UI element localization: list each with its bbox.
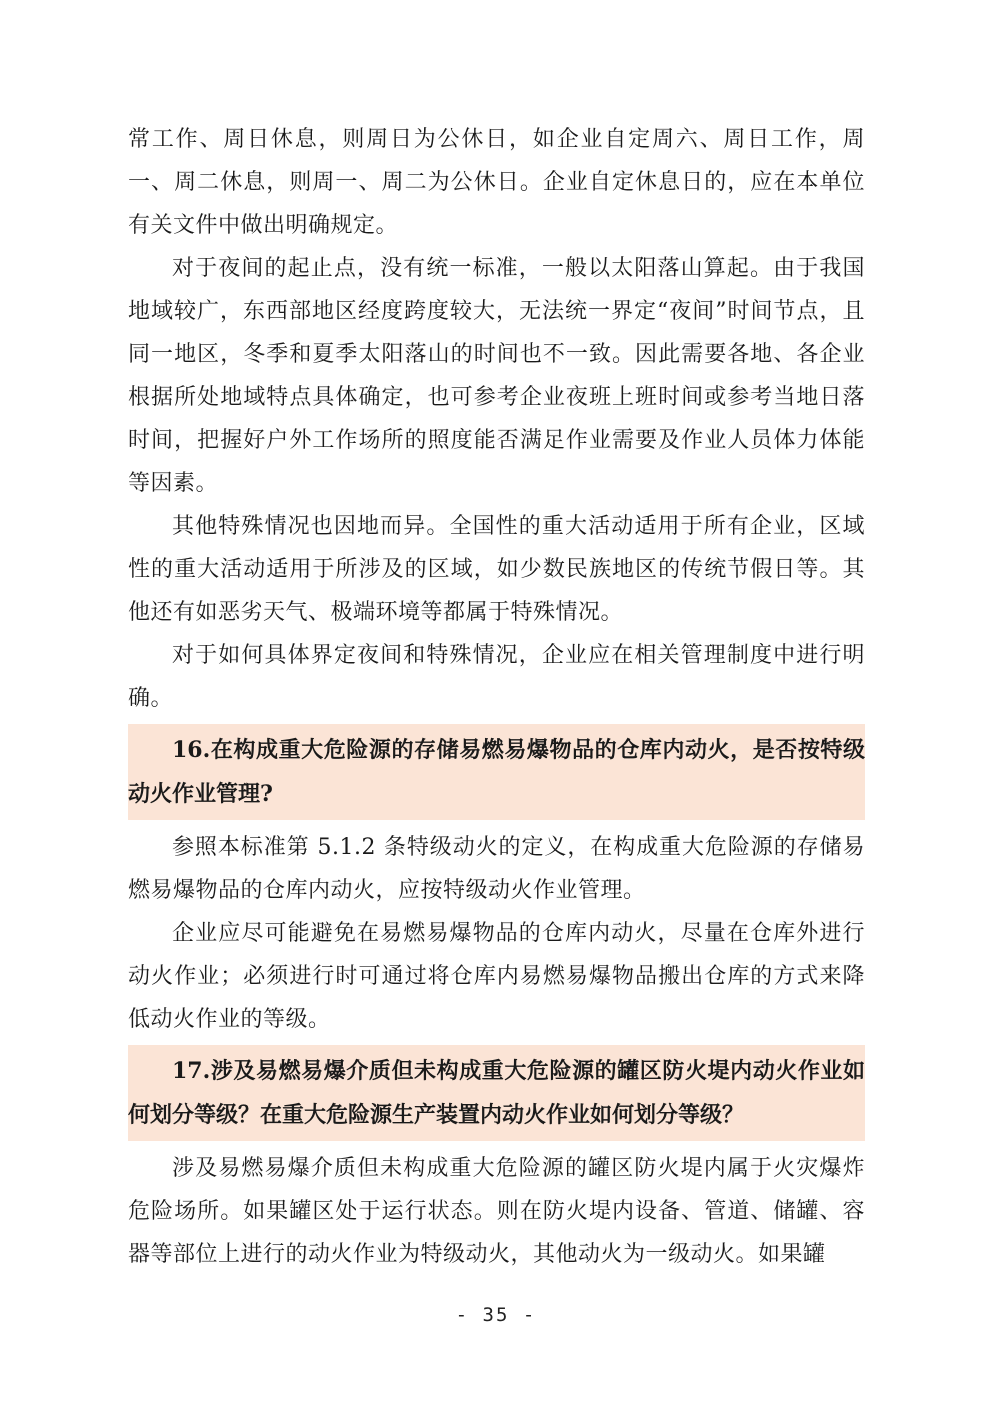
paragraph-rest-days: 常工作、周日休息，则周日为公休日，如企业自定周六、周日工作，周一、周二休息，则周一、周二为公休日。企业自定休息日的，应在本单位有关文件中做出明确规定。 bbox=[128, 127, 865, 238]
paragraph-tank-farm: 涉及易燃易爆介质但未构成重大危险源的罐区防火堤内属于火灾爆炸危险场所。如果罐区处于运行状态。则在防火堤内设备、管道、储罐、容器等部位上进行的动火作业为特级动火，其他动火为一级动火。如果罐 bbox=[128, 1156, 865, 1267]
question-heading-17: 17.涉及易燃易爆介质但未构成重大危险源的罐区防火堤内动火作业如何划分等级？在重大危险源生产装置内动火作业如何划分等级？ bbox=[128, 1045, 865, 1141]
paragraph-company-definition: 对于如何具体界定夜间和特殊情况，企业应在相关管理制度中进行明确。 bbox=[128, 643, 865, 711]
paragraph-special-fire-work: 参照本标准第 5.1.2 条特级动火的定义，在构成重大危险源的存储易燃易爆物品的仓库内动火，应按特级动火作业管理。 bbox=[128, 835, 865, 903]
paragraph-avoid-fire-work: 企业应尽可能避免在易燃易爆物品的仓库内动火，尽量在仓库外进行动火作业；必须进行时可通过将仓库内易燃易爆物品搬出仓库的方式来降低动火作业的等级。 bbox=[128, 921, 865, 1032]
document-body bbox=[128, 118, 865, 1276]
question-heading-16: 16.在构成重大危险源的存储易燃易爆物品的仓库内动火，是否按特级动火作业管理? bbox=[128, 724, 865, 820]
page-number: - 35 - bbox=[455, 1304, 537, 1326]
paragraph-special-circumstances: 其他特殊情况也因地而异。全国性的重大活动适用于所有企业，区域性的重大活动适用于所涉及的区域，如少数民族地区的传统节假日等。其他还有如恶劣天气、极端环境等都属于特殊情况。 bbox=[128, 514, 865, 625]
paragraph-night-definition: 对于夜间的起止点，没有统一标准，一般以太阳落山算起。由于我国地域较广，东西部地区经度跨度较大，无法统一界定“夜间”时间节点，且同一地区，冬季和夏季太阳落山的时间也不一致。因此需要各地、各企业根据所处地域特点具体确定，也可参考企业夜班上班时间或参考当地日落时间，把握好户外工作场所的照度能否满足作业需要及作业人员体力体能等因素。 bbox=[128, 256, 865, 496]
